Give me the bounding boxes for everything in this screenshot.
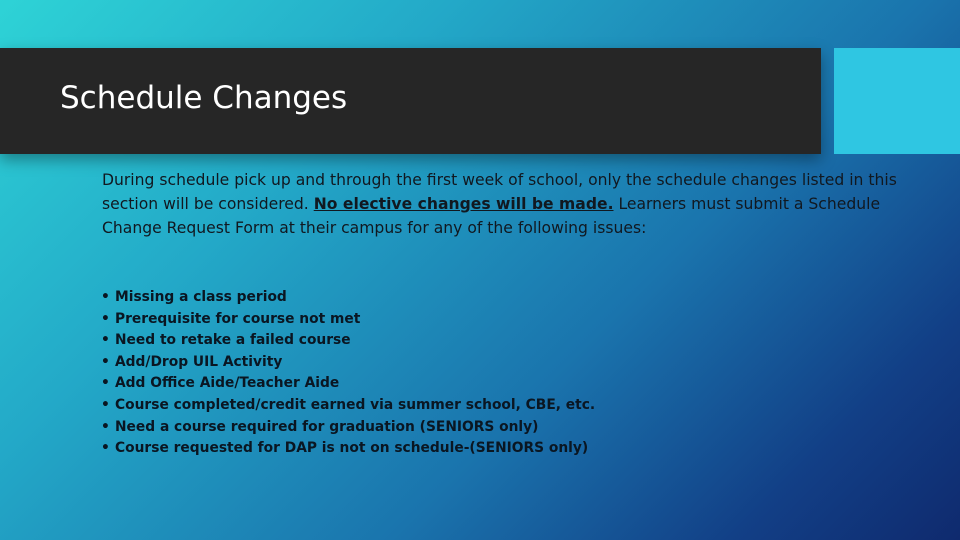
list-item: [101, 417, 595, 439]
slide-title: Schedule Changes: [60, 80, 348, 116]
list-item: [101, 352, 595, 374]
list-item: [101, 373, 595, 395]
intro-text-a: During schedule pick up and through the first week of school, only the schedule changes listed in this section will be considered.: [102, 171, 897, 213]
list-item: [101, 309, 595, 331]
list-item-text: Missing a class period: [115, 289, 287, 305]
list-item-text: Prerequisite for course not met: [115, 310, 361, 327]
bullet-icon: •: [101, 418, 110, 435]
bullet-icon: •: [101, 440, 110, 457]
list-item: [101, 438, 595, 460]
bullet-icon: •: [101, 375, 110, 392]
list-item-text: Add Office Aide/Teacher Aide: [115, 375, 340, 392]
bullet-icon: •: [101, 353, 110, 370]
list-item-text: Need to retake a failed course: [115, 332, 351, 349]
list-item-text: Course requested for DAP is not on schedule-(SENIORS only): [115, 440, 589, 457]
issues-list: [101, 287, 595, 460]
list-item: [101, 395, 595, 417]
list-item-text: Course completed/credit earned via summer school, CBE, etc.: [115, 396, 596, 413]
accent-box: [834, 48, 960, 154]
intro-emphasis: No elective changes will be made.: [313, 195, 614, 213]
list-item: [101, 287, 595, 309]
list-item: [101, 330, 595, 352]
list-item-text: Need a course required for graduation (SENIORS only): [115, 418, 539, 435]
intro-text-b: Learners must submit a Schedule Change Request Form at their campus for any of the following issues:: [102, 195, 881, 237]
list-item-text: Add/Drop UIL Activity: [115, 353, 283, 370]
intro-paragraph: [102, 168, 902, 240]
bullet-icon: •: [101, 396, 110, 413]
bullet-icon: •: [101, 332, 110, 349]
bullet-icon: •: [101, 289, 110, 305]
bullet-icon: •: [101, 310, 110, 327]
